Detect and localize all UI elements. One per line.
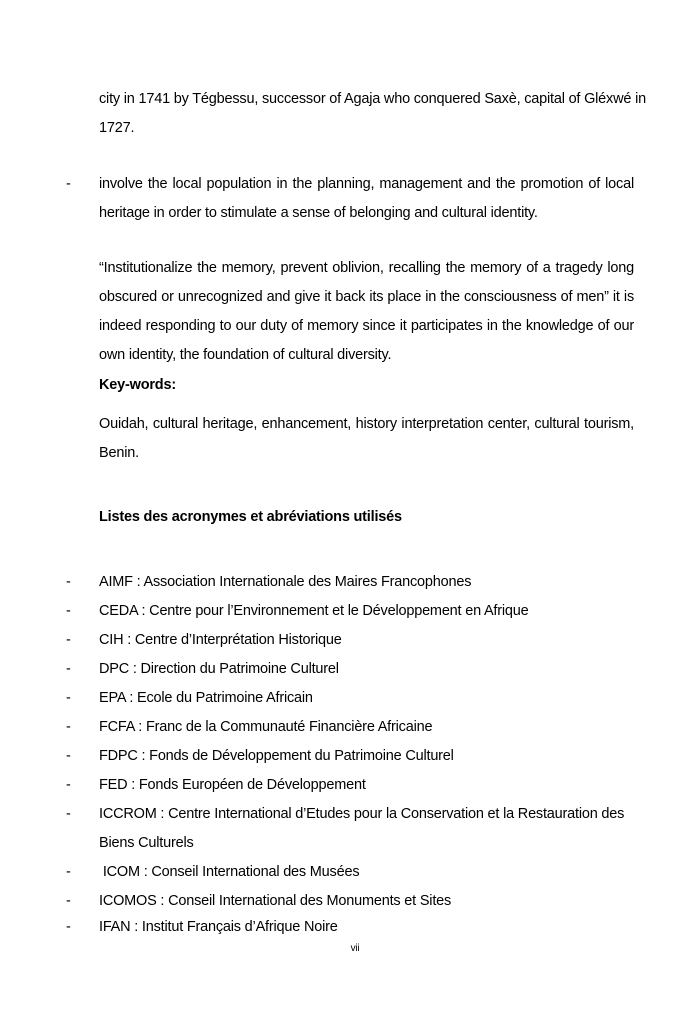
acronyms-heading: Listes des acronymes et abréviations utilisés — [99, 509, 402, 525]
list-dash: - — [66, 574, 71, 590]
acronym-text: ICOMOS : Conseil International des Monuments et Sites — [99, 893, 452, 909]
acronym-text: AIMF : Association Internationale des Maires Francophones — [99, 574, 472, 590]
acronym-text-continued: Biens Culturels — [99, 835, 194, 851]
list-dash: - — [66, 719, 71, 735]
involve-line-1: involve the local population in the planning, management and the promotion of local — [99, 176, 634, 192]
list-dash: - — [66, 919, 71, 935]
quote-line-1: “Institutionalize the memory, prevent oblivion, recalling the memory of a tragedy long — [99, 260, 634, 276]
list-dash: - — [66, 748, 71, 764]
involve-line-2: heritage in order to stimulate a sense of belonging and cultural identity. — [99, 205, 538, 221]
quote-line-2: obscured or unrecognized and give it back its place in the consciousness of men” it is — [99, 289, 634, 305]
acronym-text: EPA : Ecole du Patrimoine Africain — [99, 690, 313, 706]
acronym-text: CEDA : Centre pour l’Environnement et le Développement en Afrique — [99, 603, 529, 619]
list-dash: - — [66, 777, 71, 793]
acronym-text: DPC : Direction du Patrimoine Culturel — [99, 661, 339, 677]
acronym-text: CIH : Centre d’Interprétation Historique — [99, 632, 342, 648]
acronym-text: FDPC : Fonds de Développement du Patrimoine Culturel — [99, 748, 454, 764]
quote-line-4: own identity, the foundation of cultural diversity. — [99, 347, 392, 363]
list-dash: - — [66, 806, 71, 822]
acronym-text: IFAN : Institut Français d’Afrique Noire — [99, 919, 338, 935]
page-number: vii — [350, 943, 360, 954]
keywords-line-2: Benin. — [99, 445, 139, 461]
quote-line-3: indeed responding to our duty of memory since it participates in the knowledge of our — [99, 318, 634, 334]
list-dash: - — [66, 661, 71, 677]
list-dash: - — [66, 632, 71, 648]
bullet-dash: - — [66, 176, 71, 192]
list-dash: - — [66, 893, 71, 909]
acronym-text: ICCROM : Centre International d’Etudes pour la Conservation et la Restauration des — [99, 806, 625, 822]
list-dash: - — [66, 690, 71, 706]
keywords-line-1: Ouidah, cultural heritage, enhancement, history interpretation center, cultural tourism, — [99, 416, 634, 432]
acronym-text: FCFA : Franc de la Communauté Financière Africaine — [99, 719, 433, 735]
intro-line-1: city in 1741 by Tégbessu, successor of Agaja who conquered Saxè, capital of Gléxwé in — [99, 91, 646, 107]
intro-line-2: 1727. — [99, 120, 135, 136]
list-dash: - — [66, 603, 71, 619]
keywords-heading: Key-words: — [99, 377, 176, 393]
acronym-text: ICOM : Conseil International des Musées — [99, 864, 360, 880]
list-dash: - — [66, 864, 71, 880]
acronym-text: FED : Fonds Européen de Développement — [99, 777, 366, 793]
